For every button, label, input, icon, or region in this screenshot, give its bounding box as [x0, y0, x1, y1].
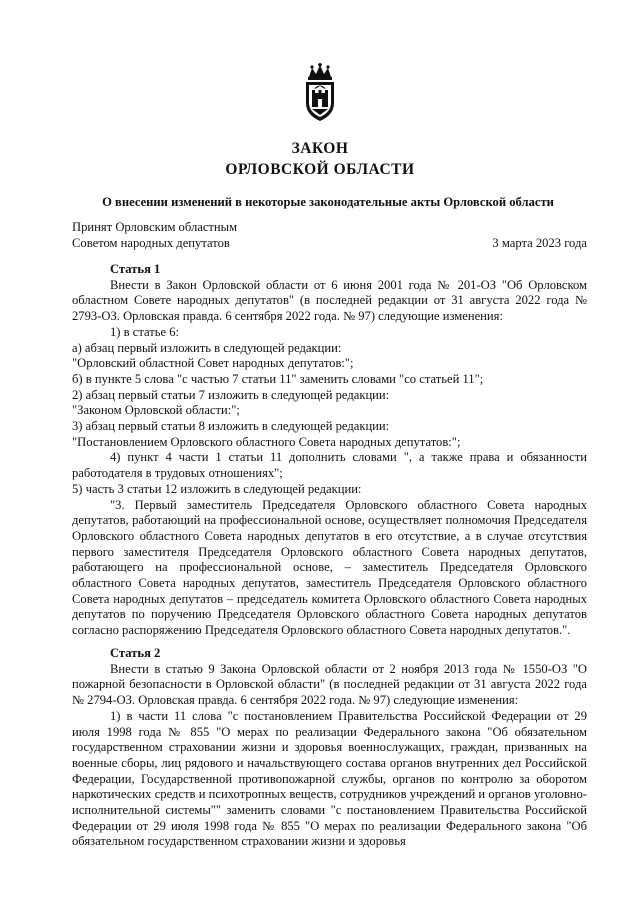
article2-paragraph: 1) в части 11 слова "с постановлением Правительства Российской Федерации от 29 июля 1998 года № 855 "О мерах по реализации Федерального закона "Об обязательном государственном страховании жизни и здоровья военнослужащих, граждан, призванных на военные сборы, лиц рядового и начальствующего состава органов внутренних дел Российской Федерации, Государственной противопожарной службы, органов по контролю за оборотом наркотических средств и психотропных веществ, сотрудников учреждений и органов уголовно-исполнительной системы"" заменить словами "с постановлением Правительства Российской Федерации от 29 июля 1998 года № 855 "О мерах по реализации Федерального закона "Об обязательном государственном страховании жизни и здоровья — [72, 708, 587, 849]
article1-paragraph: 1) в статье 6: — [110, 324, 180, 339]
article1-paragraph: "Законом Орловской области:"; — [72, 403, 240, 418]
article1-paragraph: "3. Первый заместитель Председателя Орловского областного Совета народных депутатов, работающий на профессиональной основе, осуществляет полномочия Председателя Орловского областного Совета народных депутатов в его отсутствие, а в случае отсутствия первого заместителя Председателя Орловского областного Совета народных депутатов, работающего на профессиональной основе, – заместитель Председателя Орловского областного Совета народных депутатов, заместитель Председателя Орловского областного Совета народных депутатов – председатель комитета Орловского областного Совета народных депутатов по поручению Председателя Орловского областного Совета народных депутатов согласно распоряжению Председателя Орловского областного Совета народных депутатов.". — [72, 497, 587, 638]
article1-paragraph: а) абзац первый изложить в следующей редакции: — [72, 340, 342, 355]
law-title-line1: ЗАКОН — [291, 140, 349, 157]
article1-heading: Статья 1 — [110, 262, 161, 276]
article1-paragraph: 5) часть 3 статьи 12 изложить в следующей редакции: — [72, 481, 362, 496]
article1-paragraph: б) в пункте 5 слова "с частью 7 статьи 11" заменить словами "со статьей 11"; — [72, 371, 484, 386]
article2-heading: Статья 2 — [110, 646, 161, 660]
article2-section — [72, 646, 587, 850]
law-subject-title: О внесении изменений в некоторые законодательные акты Орловской области — [102, 195, 554, 209]
adoption-date: 3 марта 2023 года — [492, 236, 587, 250]
orel-coat-of-arms-emblem — [301, 63, 339, 123]
article1-paragraph: 3) абзац первый статьи 8 изложить в следующей редакции: — [72, 419, 390, 434]
article1-paragraph: "Орловский областной Совет народных депутатов:"; — [72, 356, 354, 371]
article1-paragraph: Внести в Закон Орловской области от 6 июня 2001 года № 201-ОЗ "Об Орловском областном Совете народных депутатов" (в последней редакции от 31 августа 2022 года № 2793-ОЗ. Орловская правда. 6 сентября 2022 года. № 97) следующие изменения: — [72, 277, 587, 324]
article2-paragraph: Внести в статью 9 Закона Орловской области от 2 ноября 2013 года № 1550-ОЗ "О пожарной безопасности в Орловской области" (в последней редакции от 31 августа 2022 года № 2794-ОЗ. Орловская правда. 6 сентября 2022 года. № 97) следующие изменения: — [72, 661, 587, 708]
adoption-line2: Советом народных депутатов — [72, 236, 230, 250]
article1-paragraph: "Постановлением Орловского областного Совета народных депутатов:"; — [72, 434, 461, 449]
article1-paragraph: 2) абзац первый статьи 7 изложить в следующей редакции: — [72, 387, 390, 402]
article1-paragraph: 4) пункт 4 части 1 статьи 11 дополнить словами ", а также права и обязанности работодателя в трудовых отношениях"; — [72, 450, 587, 481]
law-title-line2: ОРЛОВСКОЙ ОБЛАСТИ — [225, 161, 415, 178]
adoption-line1: Принят Орловским областным — [72, 220, 238, 234]
article1-section — [72, 262, 587, 639]
